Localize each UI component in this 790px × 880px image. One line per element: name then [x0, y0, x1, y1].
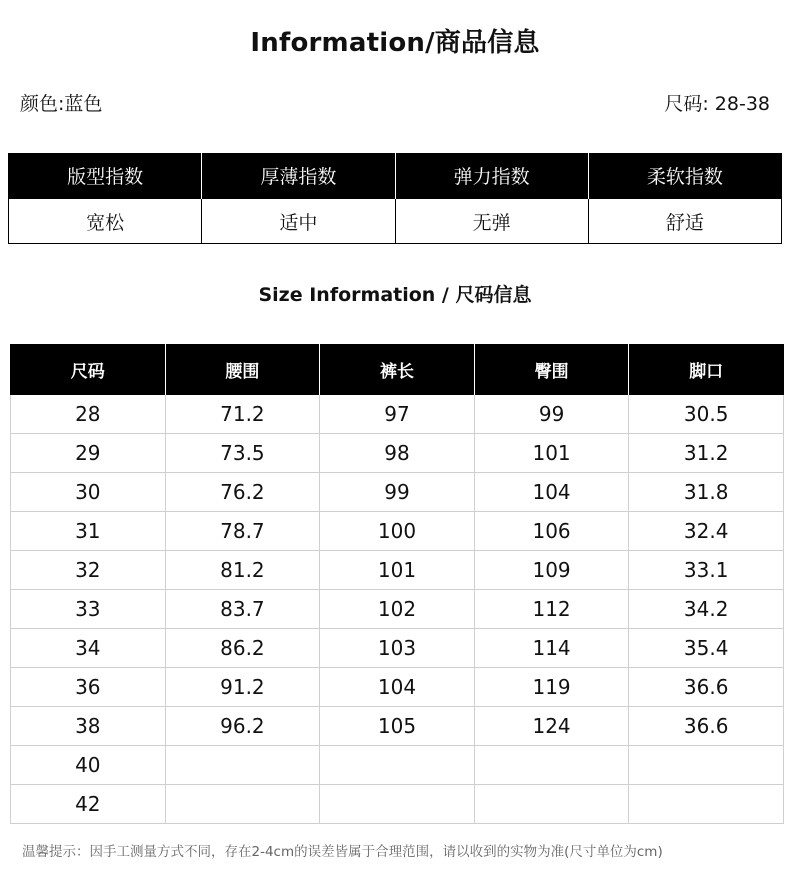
table-cell: 119: [474, 668, 629, 707]
table-cell: 105: [320, 707, 475, 746]
table-cell: 32.4: [629, 512, 784, 551]
table-cell: 34: [11, 629, 166, 668]
table-cell: 109: [474, 551, 629, 590]
size-info-title: Size Information / 尺码信息: [258, 284, 532, 306]
table-cell: 28: [11, 395, 166, 434]
table-row: [11, 590, 784, 629]
table-cell: 83.7: [165, 590, 320, 629]
table-cell: 38: [11, 707, 166, 746]
measurement-tip: 温馨提示：因手工测量方式不同，存在2-4cm的误差皆属于合理范围，请以收到的实物为准(尺寸单位为cm): [22, 844, 663, 860]
table-cell: 124: [474, 707, 629, 746]
table-cell: 101: [474, 434, 629, 473]
attribute-header: 版型指数: [9, 153, 202, 199]
table-cell: 98: [320, 434, 475, 473]
size-header-row: [11, 344, 784, 395]
table-cell: 40: [11, 746, 166, 785]
page-title: Information/商品信息: [250, 28, 540, 58]
table-cell: 99: [474, 395, 629, 434]
color-label: 颜色:蓝色: [20, 93, 103, 115]
table-row: [11, 785, 784, 824]
size-range-label: 尺码: 28-38: [664, 93, 770, 115]
table-cell: 104: [474, 473, 629, 512]
table-cell: 31: [11, 512, 166, 551]
table-cell: [320, 746, 475, 785]
table-cell: [474, 746, 629, 785]
table-row: [11, 746, 784, 785]
attribute-value: 舒适: [588, 199, 781, 244]
table-cell: 103: [320, 629, 475, 668]
table-cell: 30: [11, 473, 166, 512]
attribute-value-row: [9, 199, 782, 244]
attribute-value: 适中: [202, 199, 395, 244]
attribute-header-row: [9, 153, 782, 199]
table-cell: 91.2: [165, 668, 320, 707]
table-cell: [474, 785, 629, 824]
attribute-value: 宽松: [9, 199, 202, 244]
attribute-header: 厚薄指数: [202, 153, 395, 199]
table-cell: 101: [320, 551, 475, 590]
table-cell: [629, 746, 784, 785]
table-cell: 104: [320, 668, 475, 707]
table-cell: [320, 785, 475, 824]
table-cell: 32: [11, 551, 166, 590]
table-cell: 30.5: [629, 395, 784, 434]
size-table-body: [11, 395, 784, 824]
table-cell: 76.2: [165, 473, 320, 512]
table-cell: 112: [474, 590, 629, 629]
table-cell: 102: [320, 590, 475, 629]
table-cell: 31.2: [629, 434, 784, 473]
table-cell: 71.2: [165, 395, 320, 434]
table-cell: 97: [320, 395, 475, 434]
size-header: 裤长: [320, 344, 475, 395]
size-table: [10, 344, 784, 824]
table-cell: [165, 746, 320, 785]
table-cell: 36: [11, 668, 166, 707]
attribute-header: 柔软指数: [588, 153, 781, 199]
table-cell: 73.5: [165, 434, 320, 473]
table-cell: 34.2: [629, 590, 784, 629]
table-row: [11, 629, 784, 668]
table-cell: 35.4: [629, 629, 784, 668]
table-cell: 29: [11, 434, 166, 473]
table-cell: 33: [11, 590, 166, 629]
table-cell: 96.2: [165, 707, 320, 746]
table-row: [11, 395, 784, 434]
size-header: 臀围: [474, 344, 629, 395]
attribute-table: [8, 153, 782, 244]
table-cell: [165, 785, 320, 824]
table-cell: 99: [320, 473, 475, 512]
table-cell: 36.6: [629, 707, 784, 746]
table-cell: 106: [474, 512, 629, 551]
size-header: 尺码: [11, 344, 166, 395]
table-cell: 86.2: [165, 629, 320, 668]
table-row: [11, 512, 784, 551]
table-row: [11, 473, 784, 512]
attribute-value: 无弹: [395, 199, 588, 244]
size-header: 腰围: [165, 344, 320, 395]
table-cell: 42: [11, 785, 166, 824]
table-cell: 31.8: [629, 473, 784, 512]
table-cell: 78.7: [165, 512, 320, 551]
table-row: [11, 551, 784, 590]
table-cell: 114: [474, 629, 629, 668]
table-cell: 81.2: [165, 551, 320, 590]
attribute-header: 弹力指数: [395, 153, 588, 199]
table-row: [11, 434, 784, 473]
table-cell: [629, 785, 784, 824]
size-header: 脚口: [629, 344, 784, 395]
table-cell: 36.6: [629, 668, 784, 707]
table-row: [11, 668, 784, 707]
table-cell: 33.1: [629, 551, 784, 590]
table-row: [11, 707, 784, 746]
table-cell: 100: [320, 512, 475, 551]
